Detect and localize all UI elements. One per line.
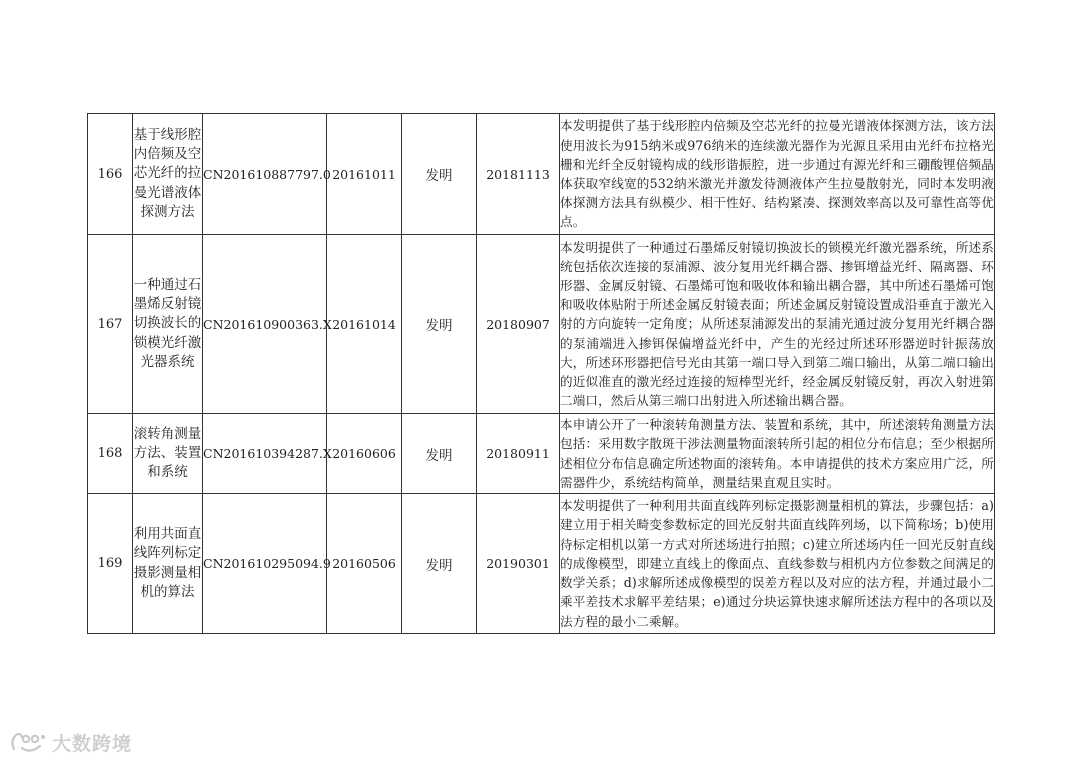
application-date: 20161011 — [327, 114, 402, 235]
row-number: 166 — [88, 114, 133, 235]
row-number: 168 — [88, 414, 133, 494]
application-date: 20160606 — [327, 414, 402, 494]
brand-logo-icon — [8, 729, 48, 755]
patent-abstract: 本发明提供了一种利用共面直线阵列标定摄影测量相机的算法，步骤包括：a)建立用于相关畸变参数标定的回光反射共面直线阵列场，以下简称场；b)使用待标定相机以第一方式对所述场进行拍照；c)建立所述场内任一回光反射直线的成像模型，即建立直线上的像面点、直线参数与相机内方位参数之间满足的数学关系；d)求解所述成像模型的误差方程以及对应的法方程，并通过最小二乘平差技术求解平差结果；e)通过分块运算快速求解所述法方程中的各项以及法方程的最小二乘解。 — [560, 494, 995, 634]
publication-date: 20180911 — [477, 414, 560, 494]
application-date: 20160506 — [327, 494, 402, 634]
publication-date: 20181113 — [477, 114, 560, 235]
row-number: 167 — [88, 235, 133, 414]
watermark — [8, 727, 132, 757]
application-number: CN201610394287.X — [203, 414, 327, 494]
patent-name: 基于线形腔内倍频及空芯光纤的拉曼光谱液体探测方法 — [133, 114, 203, 235]
patent-abstract: 本发明提供了一种通过石墨烯反射镜切换波长的锁模光纤激光器系统，所述系统包括依次连接的泵浦源、波分复用光纤耦合器、掺铒增益光纤、隔离器、环形器、金属反射镜、石墨烯可饱和吸收体和输出耦合器，其中所述石墨烯可饱和吸收体贴附于所述金属反射镜表面；所述金属反射镜设置成沿垂直于激光入射的方向旋转一定角度；从所述泵浦源发出的泵浦光通过波分复用光纤耦合器的泵浦端进入掺铒保偏增益光纤中，产生的光经过所述环形器逆时针振荡放大，所述环形器把信号光由其第一端口导入到第二端口输出，从第二端口输出的近似准直的激光经过连接的短棒型光纤，经金属反射镜反射，再次入射进第二端口，然后从第三端口出射进入所述输出耦合器。 — [560, 235, 995, 414]
table-row — [88, 414, 995, 494]
application-number: CN201610887797.0 — [203, 114, 327, 235]
watermark-text: 大数跨境 — [52, 732, 133, 755]
patent-type: 发明 — [402, 414, 477, 494]
application-number: CN201610900363.X — [203, 235, 327, 414]
patent-type: 发明 — [402, 114, 477, 235]
patent-abstract: 本发明提供了基于线形腔内倍频及空芯光纤的拉曼光谱液体探测方法，该方法使用波长为915纳米或976纳米的连续激光器作为光源且采用由光纤布拉格光栅和光纤全反射镜构成的线形谐振腔，进一步通过有源光纤和三硼酸锂倍频晶体获取窄线宽的532纳米激光并激发待测液体产生拉曼散射光，同时本发明液体探测方法具有纵模少、相干性好、结构紧凑、探测效率高以及可靠性高等优点。 — [560, 114, 995, 235]
patent-name: 一种通过石墨烯反射镜切换波长的锁模光纤激光器系统 — [133, 235, 203, 414]
patent-name: 滚转角测量方法、装置和系统 — [133, 414, 203, 494]
publication-date: 20180907 — [477, 235, 560, 414]
patent-name: 利用共面直线阵列标定摄影测量相机的算法 — [133, 494, 203, 634]
patent-table — [87, 113, 995, 634]
table-row — [88, 494, 995, 634]
table-row — [88, 114, 995, 235]
patent-type: 发明 — [402, 494, 477, 634]
application-number: CN201610295094.9 — [203, 494, 327, 634]
publication-date: 20190301 — [477, 494, 560, 634]
patent-abstract: 本申请公开了一种滚转角测量方法、装置和系统，其中，所述滚转角测量方法包括：采用数字散斑干涉法测量物面滚转所引起的相位分布信息；至少根据所述相位分布信息确定所述物面的滚转角。本申请提供的技术方案应用广泛，所需器件少，系统结构简单，测量结果直观且实时。 — [560, 414, 995, 494]
table-row — [88, 235, 995, 414]
application-date: 20161014 — [327, 235, 402, 414]
row-number: 169 — [88, 494, 133, 634]
patent-type: 发明 — [402, 235, 477, 414]
